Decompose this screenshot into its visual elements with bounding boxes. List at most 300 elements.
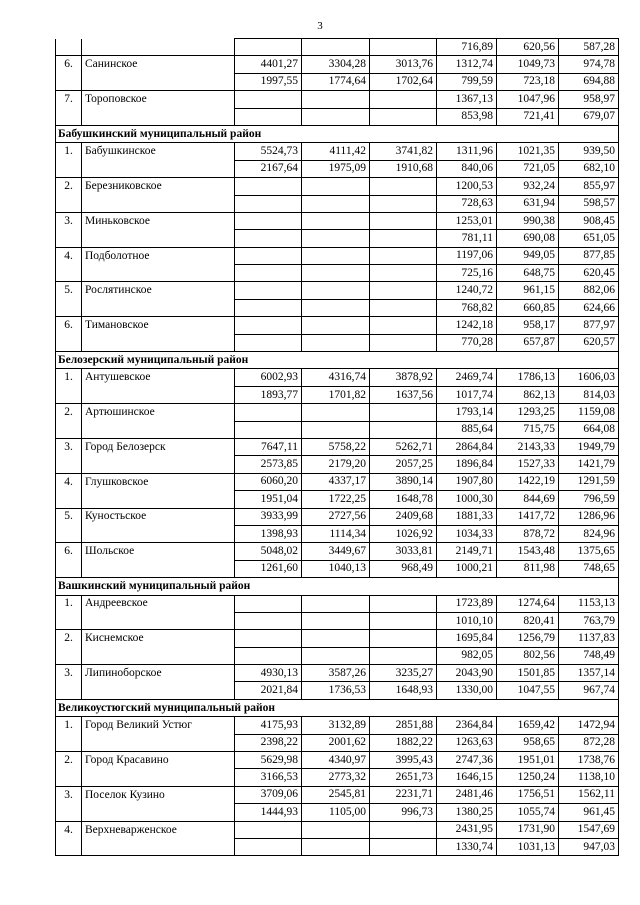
settlement-name bbox=[82, 804, 235, 821]
settlement-name: Глушковское bbox=[82, 473, 235, 490]
value-cell: 1975,09 bbox=[302, 160, 370, 177]
settlement-name bbox=[82, 491, 235, 508]
value-cell bbox=[302, 212, 370, 229]
value-cell: 1701,82 bbox=[302, 386, 370, 403]
row-number: 6. bbox=[56, 56, 82, 73]
value-cell bbox=[302, 647, 370, 664]
row-number: 3. bbox=[56, 665, 82, 682]
value-cell: 2864,84 bbox=[437, 438, 497, 455]
table-row bbox=[56, 595, 619, 612]
value-cell: 908,45 bbox=[559, 212, 619, 229]
value-cell bbox=[302, 195, 370, 212]
row-number: 2. bbox=[56, 178, 82, 195]
value-cell bbox=[235, 282, 302, 299]
table-row bbox=[56, 821, 619, 838]
value-cell: 1021,35 bbox=[497, 143, 559, 160]
value-cell: 1367,13 bbox=[437, 91, 497, 108]
value-cell: 3995,43 bbox=[370, 752, 437, 769]
value-cell: 1261,60 bbox=[235, 560, 302, 577]
value-cell: 1951,04 bbox=[235, 491, 302, 508]
section-row bbox=[56, 699, 619, 716]
table-row bbox=[56, 299, 619, 316]
value-cell: 1034,33 bbox=[437, 525, 497, 542]
value-cell bbox=[235, 595, 302, 612]
value-cell: 620,57 bbox=[559, 334, 619, 351]
value-cell: 799,59 bbox=[437, 73, 497, 90]
value-cell bbox=[235, 108, 302, 125]
table-row bbox=[56, 73, 619, 90]
value-cell: 3587,26 bbox=[302, 665, 370, 682]
settlement-name: Город Великий Устюг bbox=[82, 717, 235, 734]
value-cell bbox=[235, 647, 302, 664]
value-cell: 781,11 bbox=[437, 230, 497, 247]
value-cell: 2481,46 bbox=[437, 786, 497, 803]
value-cell bbox=[370, 247, 437, 264]
value-cell: 2469,74 bbox=[437, 369, 497, 386]
value-cell: 679,07 bbox=[559, 108, 619, 125]
value-cell: 4340,97 bbox=[302, 752, 370, 769]
row-number: 1. bbox=[56, 369, 82, 386]
value-cell bbox=[370, 421, 437, 438]
row-number bbox=[56, 491, 82, 508]
value-cell: 811,98 bbox=[497, 560, 559, 577]
row-number: 1. bbox=[56, 717, 82, 734]
value-cell: 715,75 bbox=[497, 421, 559, 438]
value-cell: 624,66 bbox=[559, 299, 619, 316]
settlement-name: Тороповское bbox=[82, 91, 235, 108]
settlement-name bbox=[82, 39, 235, 56]
value-cell: 3235,27 bbox=[370, 665, 437, 682]
value-cell: 802,56 bbox=[497, 647, 559, 664]
row-number: 2. bbox=[56, 630, 82, 647]
value-cell bbox=[302, 178, 370, 195]
row-number bbox=[56, 647, 82, 664]
row-number: 4. bbox=[56, 247, 82, 264]
value-cell: 657,87 bbox=[497, 334, 559, 351]
value-cell bbox=[370, 230, 437, 247]
value-cell bbox=[235, 265, 302, 282]
value-cell: 1000,21 bbox=[437, 560, 497, 577]
value-cell: 982,05 bbox=[437, 647, 497, 664]
value-cell: 1049,73 bbox=[497, 56, 559, 73]
value-cell bbox=[302, 612, 370, 629]
value-cell: 1637,56 bbox=[370, 386, 437, 403]
table-row bbox=[56, 508, 619, 525]
row-number: 5. bbox=[56, 282, 82, 299]
value-cell bbox=[302, 39, 370, 56]
value-cell: 1256,79 bbox=[497, 630, 559, 647]
table-row bbox=[56, 108, 619, 125]
row-number bbox=[56, 230, 82, 247]
settlement-name bbox=[82, 456, 235, 473]
value-cell: 1380,25 bbox=[437, 804, 497, 821]
row-number bbox=[56, 612, 82, 629]
value-cell: 3741,82 bbox=[370, 143, 437, 160]
value-cell: 682,10 bbox=[559, 160, 619, 177]
settlement-name bbox=[82, 265, 235, 282]
value-cell: 3890,14 bbox=[370, 473, 437, 490]
value-cell: 2398,22 bbox=[235, 734, 302, 751]
value-cell: 1882,22 bbox=[370, 734, 437, 751]
value-cell bbox=[302, 282, 370, 299]
value-cell: 967,74 bbox=[559, 682, 619, 699]
value-cell: 1040,13 bbox=[302, 560, 370, 577]
value-cell: 2231,71 bbox=[370, 786, 437, 803]
value-cell: 1793,14 bbox=[437, 404, 497, 421]
table-row bbox=[56, 804, 619, 821]
value-cell: 5629,98 bbox=[235, 752, 302, 769]
value-cell: 3933,99 bbox=[235, 508, 302, 525]
value-cell: 840,06 bbox=[437, 160, 497, 177]
value-cell bbox=[302, 230, 370, 247]
value-cell: 2167,64 bbox=[235, 160, 302, 177]
table-row bbox=[56, 560, 619, 577]
value-cell: 1421,79 bbox=[559, 456, 619, 473]
row-number bbox=[56, 386, 82, 403]
value-cell: 768,82 bbox=[437, 299, 497, 316]
table-row bbox=[56, 734, 619, 751]
settlement-name: Артюшинское bbox=[82, 404, 235, 421]
value-cell: 721,41 bbox=[497, 108, 559, 125]
value-cell bbox=[235, 195, 302, 212]
settlement-name: Антушевское bbox=[82, 369, 235, 386]
value-cell: 660,85 bbox=[497, 299, 559, 316]
table-row bbox=[56, 91, 619, 108]
value-cell: 3013,76 bbox=[370, 56, 437, 73]
row-number: 3. bbox=[56, 438, 82, 455]
value-cell: 4175,93 bbox=[235, 717, 302, 734]
value-cell: 820,41 bbox=[497, 612, 559, 629]
value-cell: 824,96 bbox=[559, 525, 619, 542]
value-cell bbox=[370, 39, 437, 56]
value-cell bbox=[235, 91, 302, 108]
value-cell bbox=[302, 630, 370, 647]
value-cell bbox=[235, 612, 302, 629]
value-cell bbox=[370, 595, 437, 612]
row-number bbox=[56, 265, 82, 282]
section-row bbox=[56, 352, 619, 369]
value-cell bbox=[370, 282, 437, 299]
value-cell: 648,75 bbox=[497, 265, 559, 282]
value-cell: 1357,14 bbox=[559, 665, 619, 682]
value-cell: 1722,25 bbox=[302, 491, 370, 508]
table-row bbox=[56, 160, 619, 177]
district-title: Великоустюгский муниципальный район bbox=[56, 699, 619, 716]
value-cell: 947,03 bbox=[559, 838, 619, 855]
value-cell: 814,03 bbox=[559, 386, 619, 403]
value-cell: 664,08 bbox=[559, 421, 619, 438]
value-cell: 2364,84 bbox=[437, 717, 497, 734]
value-cell: 1250,24 bbox=[497, 769, 559, 786]
value-cell: 1240,72 bbox=[437, 282, 497, 299]
value-cell: 1606,03 bbox=[559, 369, 619, 386]
settlement-name bbox=[82, 769, 235, 786]
value-cell bbox=[370, 612, 437, 629]
value-cell: 2773,32 bbox=[302, 769, 370, 786]
value-cell: 1253,01 bbox=[437, 212, 497, 229]
value-cell: 1659,42 bbox=[497, 717, 559, 734]
value-cell: 1375,65 bbox=[559, 543, 619, 560]
value-cell: 2143,33 bbox=[497, 438, 559, 455]
value-cell: 1263,63 bbox=[437, 734, 497, 751]
value-cell: 1200,53 bbox=[437, 178, 497, 195]
settlement-name bbox=[82, 160, 235, 177]
value-cell: 4111,42 bbox=[302, 143, 370, 160]
value-cell bbox=[370, 108, 437, 125]
value-cell: 2001,62 bbox=[302, 734, 370, 751]
tariff-table bbox=[55, 38, 619, 856]
value-cell: 1738,76 bbox=[559, 752, 619, 769]
value-cell: 1702,64 bbox=[370, 73, 437, 90]
settlement-name bbox=[82, 647, 235, 664]
row-number bbox=[56, 804, 82, 821]
value-cell: 2651,73 bbox=[370, 769, 437, 786]
value-cell: 1055,74 bbox=[497, 804, 559, 821]
value-cell: 1949,79 bbox=[559, 438, 619, 455]
value-cell: 620,56 bbox=[497, 39, 559, 56]
row-number: 6. bbox=[56, 317, 82, 334]
value-cell: 1695,84 bbox=[437, 630, 497, 647]
value-cell: 3033,81 bbox=[370, 543, 437, 560]
value-cell: 3878,92 bbox=[370, 369, 437, 386]
district-title: Вашкинский муниципальный район bbox=[56, 578, 619, 595]
row-number bbox=[56, 108, 82, 125]
value-cell: 1756,51 bbox=[497, 786, 559, 803]
district-title: Бабушкинский муниципальный район bbox=[56, 125, 619, 142]
row-number bbox=[56, 560, 82, 577]
value-cell bbox=[235, 821, 302, 838]
value-cell: 748,65 bbox=[559, 560, 619, 577]
value-cell bbox=[370, 299, 437, 316]
row-number: 2. bbox=[56, 752, 82, 769]
value-cell: 853,98 bbox=[437, 108, 497, 125]
value-cell: 1031,13 bbox=[497, 838, 559, 855]
value-cell bbox=[235, 247, 302, 264]
value-cell: 2021,84 bbox=[235, 682, 302, 699]
value-cell bbox=[235, 39, 302, 56]
row-number: 1. bbox=[56, 595, 82, 612]
table-row bbox=[56, 212, 619, 229]
settlement-name: Шольское bbox=[82, 543, 235, 560]
value-cell: 690,08 bbox=[497, 230, 559, 247]
row-number bbox=[56, 160, 82, 177]
value-cell: 1997,55 bbox=[235, 73, 302, 90]
table-row bbox=[56, 630, 619, 647]
value-cell: 1422,19 bbox=[497, 473, 559, 490]
value-cell bbox=[302, 821, 370, 838]
value-cell: 1444,93 bbox=[235, 804, 302, 821]
value-cell: 4401,27 bbox=[235, 56, 302, 73]
value-cell bbox=[302, 334, 370, 351]
value-cell: 7647,11 bbox=[235, 438, 302, 455]
value-cell: 3166,53 bbox=[235, 769, 302, 786]
value-cell: 949,05 bbox=[497, 247, 559, 264]
value-cell: 721,05 bbox=[497, 160, 559, 177]
value-cell bbox=[302, 247, 370, 264]
value-cell bbox=[235, 317, 302, 334]
row-number bbox=[56, 456, 82, 473]
value-cell bbox=[235, 212, 302, 229]
table-row bbox=[56, 838, 619, 855]
value-cell: 1153,13 bbox=[559, 595, 619, 612]
row-number bbox=[56, 195, 82, 212]
value-cell: 1527,33 bbox=[497, 456, 559, 473]
value-cell: 4316,74 bbox=[302, 369, 370, 386]
value-cell bbox=[370, 838, 437, 855]
value-cell: 1138,10 bbox=[559, 769, 619, 786]
value-cell: 6002,93 bbox=[235, 369, 302, 386]
value-cell: 958,97 bbox=[559, 91, 619, 108]
table-row bbox=[56, 769, 619, 786]
value-cell: 1910,68 bbox=[370, 160, 437, 177]
table-row bbox=[56, 230, 619, 247]
value-cell: 5524,73 bbox=[235, 143, 302, 160]
value-cell bbox=[235, 334, 302, 351]
value-cell: 1159,08 bbox=[559, 404, 619, 421]
value-cell: 1114,34 bbox=[302, 525, 370, 542]
table-row bbox=[56, 543, 619, 560]
table-row bbox=[56, 265, 619, 282]
value-cell: 1646,15 bbox=[437, 769, 497, 786]
settlement-name: Куностьское bbox=[82, 508, 235, 525]
table-row bbox=[56, 473, 619, 490]
value-cell: 694,88 bbox=[559, 73, 619, 90]
value-cell bbox=[302, 404, 370, 421]
table-row bbox=[56, 717, 619, 734]
table-row bbox=[56, 334, 619, 351]
value-cell: 1047,96 bbox=[497, 91, 559, 108]
row-number: 6. bbox=[56, 543, 82, 560]
value-cell: 932,24 bbox=[497, 178, 559, 195]
value-cell: 1786,13 bbox=[497, 369, 559, 386]
value-cell bbox=[235, 178, 302, 195]
row-number bbox=[56, 525, 82, 542]
value-cell: 748,49 bbox=[559, 647, 619, 664]
settlement-name: Верхневарженское bbox=[82, 821, 235, 838]
row-number bbox=[56, 734, 82, 751]
section-row bbox=[56, 125, 619, 142]
value-cell bbox=[370, 647, 437, 664]
value-cell bbox=[302, 317, 370, 334]
row-number bbox=[56, 838, 82, 855]
settlement-name bbox=[82, 386, 235, 403]
value-cell: 2727,56 bbox=[302, 508, 370, 525]
value-cell: 2043,90 bbox=[437, 665, 497, 682]
value-cell: 885,64 bbox=[437, 421, 497, 438]
table-row bbox=[56, 525, 619, 542]
row-number bbox=[56, 421, 82, 438]
value-cell: 1137,83 bbox=[559, 630, 619, 647]
value-cell: 862,13 bbox=[497, 386, 559, 403]
value-cell: 1312,74 bbox=[437, 56, 497, 73]
table-row bbox=[56, 752, 619, 769]
value-cell: 4337,17 bbox=[302, 473, 370, 490]
value-cell: 5048,02 bbox=[235, 543, 302, 560]
value-cell: 1736,53 bbox=[302, 682, 370, 699]
value-cell bbox=[370, 630, 437, 647]
value-cell: 2431,95 bbox=[437, 821, 497, 838]
value-cell: 1723,89 bbox=[437, 595, 497, 612]
value-cell: 877,85 bbox=[559, 247, 619, 264]
value-cell: 587,28 bbox=[559, 39, 619, 56]
value-cell: 1330,00 bbox=[437, 682, 497, 699]
value-cell: 961,15 bbox=[497, 282, 559, 299]
settlement-name bbox=[82, 299, 235, 316]
value-cell bbox=[235, 404, 302, 421]
settlement-name: Рослятинское bbox=[82, 282, 235, 299]
value-cell bbox=[302, 265, 370, 282]
table-row bbox=[56, 386, 619, 403]
value-cell: 716,89 bbox=[437, 39, 497, 56]
value-cell: 2851,88 bbox=[370, 717, 437, 734]
settlement-name bbox=[82, 525, 235, 542]
value-cell: 1731,90 bbox=[497, 821, 559, 838]
value-cell: 3449,67 bbox=[302, 543, 370, 560]
table-row bbox=[56, 438, 619, 455]
settlement-name bbox=[82, 682, 235, 699]
value-cell: 958,17 bbox=[497, 317, 559, 334]
value-cell: 5758,22 bbox=[302, 438, 370, 455]
page-number: 3 bbox=[317, 20, 323, 32]
value-cell: 1907,80 bbox=[437, 473, 497, 490]
value-cell bbox=[370, 265, 437, 282]
district-title: Белозерский муниципальный район bbox=[56, 352, 619, 369]
value-cell bbox=[370, 821, 437, 838]
value-cell: 598,57 bbox=[559, 195, 619, 212]
value-cell bbox=[302, 91, 370, 108]
value-cell: 968,49 bbox=[370, 560, 437, 577]
value-cell: 974,78 bbox=[559, 56, 619, 73]
value-cell bbox=[302, 299, 370, 316]
settlement-name: Подболотное bbox=[82, 247, 235, 264]
table-row bbox=[56, 39, 619, 56]
value-cell: 1417,72 bbox=[497, 508, 559, 525]
value-cell: 2747,36 bbox=[437, 752, 497, 769]
value-cell: 1501,85 bbox=[497, 665, 559, 682]
value-cell: 1562,11 bbox=[559, 786, 619, 803]
value-cell: 723,18 bbox=[497, 73, 559, 90]
value-cell: 877,97 bbox=[559, 317, 619, 334]
table-row bbox=[56, 56, 619, 73]
table-row bbox=[56, 421, 619, 438]
row-number: 4. bbox=[56, 473, 82, 490]
settlement-name: Березниковское bbox=[82, 178, 235, 195]
value-cell: 1330,74 bbox=[437, 838, 497, 855]
settlement-name bbox=[82, 73, 235, 90]
settlement-name bbox=[82, 421, 235, 438]
value-cell: 725,16 bbox=[437, 265, 497, 282]
settlement-name: Поселок Кузино bbox=[82, 786, 235, 803]
value-cell: 2149,71 bbox=[437, 543, 497, 560]
value-cell: 1881,33 bbox=[437, 508, 497, 525]
row-number: 2. bbox=[56, 404, 82, 421]
value-cell: 631,94 bbox=[497, 195, 559, 212]
value-cell bbox=[302, 838, 370, 855]
value-cell: 1017,74 bbox=[437, 386, 497, 403]
value-cell: 5262,71 bbox=[370, 438, 437, 455]
value-cell: 1398,93 bbox=[235, 525, 302, 542]
value-cell: 3709,06 bbox=[235, 786, 302, 803]
settlement-name bbox=[82, 612, 235, 629]
value-cell: 2409,68 bbox=[370, 508, 437, 525]
value-cell: 1311,96 bbox=[437, 143, 497, 160]
row-number: 4. bbox=[56, 821, 82, 838]
table-row bbox=[56, 456, 619, 473]
value-cell: 878,72 bbox=[497, 525, 559, 542]
row-number bbox=[56, 682, 82, 699]
value-cell: 1010,10 bbox=[437, 612, 497, 629]
row-number bbox=[56, 334, 82, 351]
